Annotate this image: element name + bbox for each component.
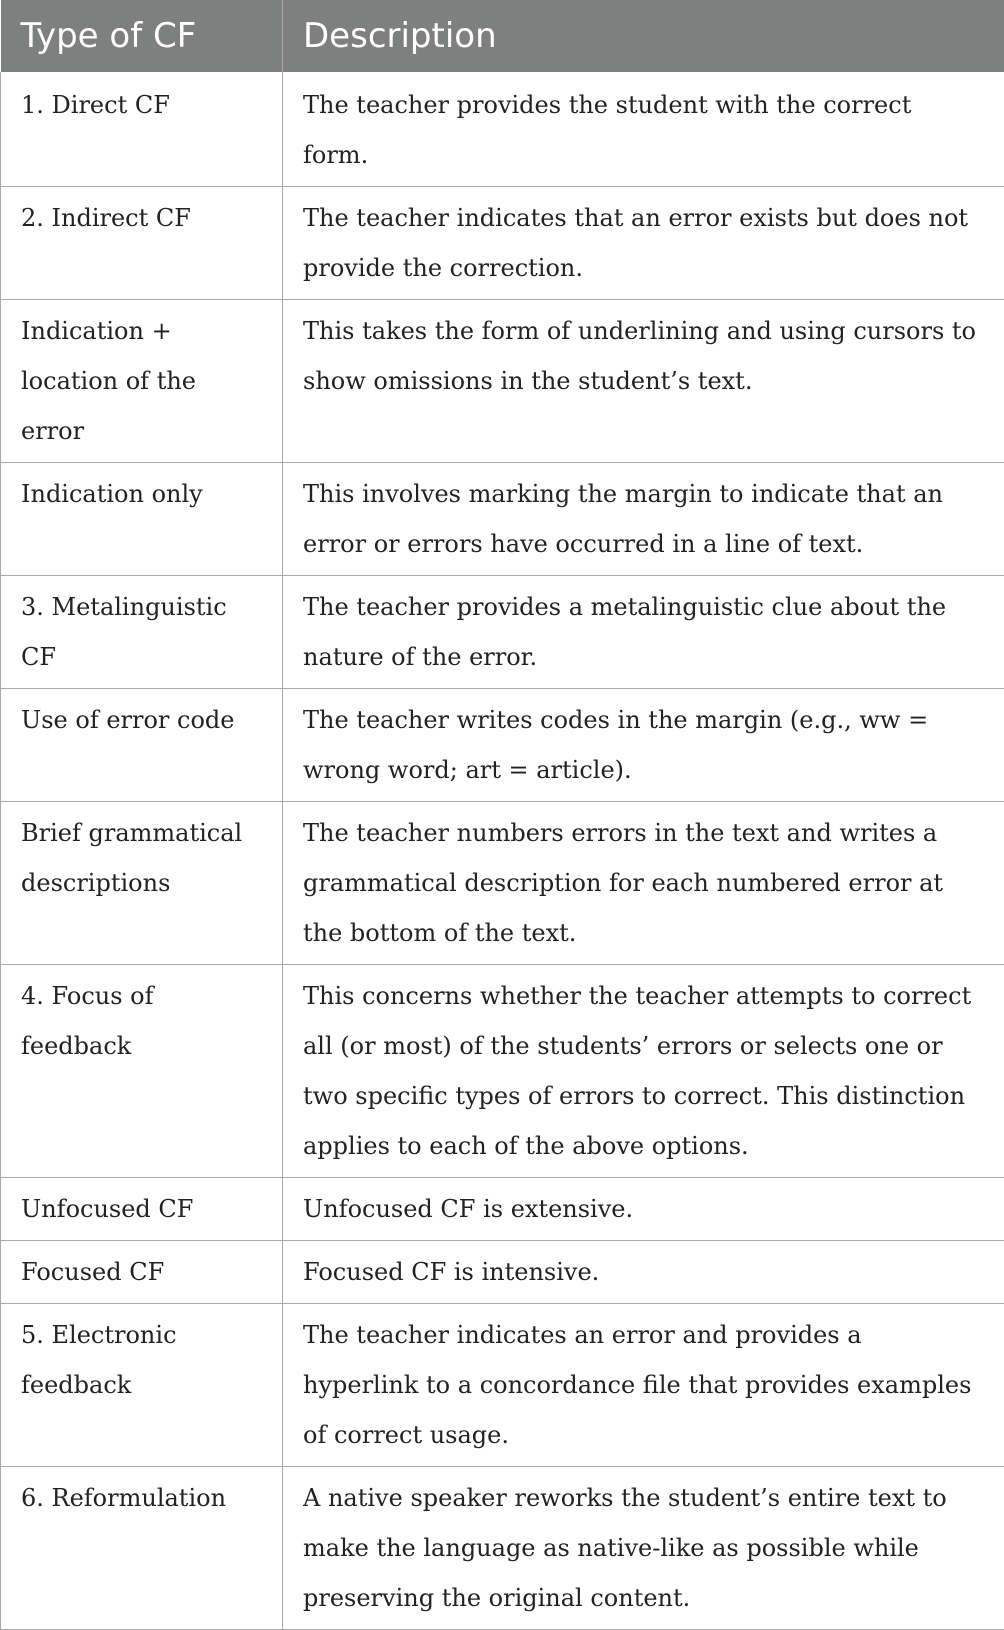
table-body bbox=[1, 72, 1004, 1630]
table-header bbox=[1, 0, 1004, 72]
table-row bbox=[1, 802, 1004, 965]
cell-type: 1. Direct CF bbox=[1, 72, 283, 187]
cell-description: A native speaker reworks the student’s entire text to make the language as native-like as possible while preserving the original content. bbox=[283, 1467, 1004, 1630]
cell-description: This concerns whether the teacher attempts to correct all (or most) of the students’ errors or selects one or two specific types of errors to correct. This distinction applies to each of the above options. bbox=[283, 965, 1004, 1178]
cell-description: Unfocused CF is extensive. bbox=[283, 1178, 1004, 1241]
cell-type: Focused CF bbox=[1, 1241, 283, 1304]
cell-description: The teacher indicates that an error exists but does not provide the correction. bbox=[283, 187, 1004, 300]
cell-type: Unfocused CF bbox=[1, 1178, 283, 1241]
cell-description: The teacher provides the student with the correct form. bbox=[283, 72, 1004, 187]
cell-type: Use of error code bbox=[1, 689, 283, 802]
table-row bbox=[1, 187, 1004, 300]
cell-type: Indication + location of the error bbox=[1, 300, 283, 463]
cell-type: 6. Reformulation bbox=[1, 1467, 283, 1630]
cell-type: 3. Metalinguistic CF bbox=[1, 576, 283, 689]
cell-type: 4. Focus of feedback bbox=[1, 965, 283, 1178]
cell-description: Focused CF is intensive. bbox=[283, 1241, 1004, 1304]
cell-type: Brief grammatical descriptions bbox=[1, 802, 283, 965]
header-description: Description bbox=[283, 0, 1004, 72]
header-row bbox=[1, 0, 1004, 72]
cell-description: The teacher writes codes in the margin (e.g., ww = wrong word; art = article). bbox=[283, 689, 1004, 802]
cell-description: The teacher numbers errors in the text and writes a grammatical description for each numbered error at the bottom of the text. bbox=[283, 802, 1004, 965]
table-row bbox=[1, 300, 1004, 463]
table-row bbox=[1, 1178, 1004, 1241]
table-row bbox=[1, 1304, 1004, 1467]
cell-description: This involves marking the margin to indicate that an error or errors have occurred in a line of text. bbox=[283, 463, 1004, 576]
table-row bbox=[1, 576, 1004, 689]
cell-description: This takes the form of underlining and using cursors to show omissions in the student’s text. bbox=[283, 300, 1004, 463]
table-row bbox=[1, 689, 1004, 802]
table-row bbox=[1, 72, 1004, 187]
cell-description: The teacher indicates an error and provides a hyperlink to a concordance file that provides examples of correct usage. bbox=[283, 1304, 1004, 1467]
table-row bbox=[1, 463, 1004, 576]
header-type: Type of CF bbox=[1, 0, 283, 72]
table-row bbox=[1, 1467, 1004, 1630]
cell-description: The teacher provides a metalinguistic clue about the nature of the error. bbox=[283, 576, 1004, 689]
table-row bbox=[1, 1241, 1004, 1304]
cell-type: 2. Indirect CF bbox=[1, 187, 283, 300]
cell-type: Indication only bbox=[1, 463, 283, 576]
cell-type: 5. Electronic feedback bbox=[1, 1304, 283, 1467]
table-row bbox=[1, 965, 1004, 1178]
